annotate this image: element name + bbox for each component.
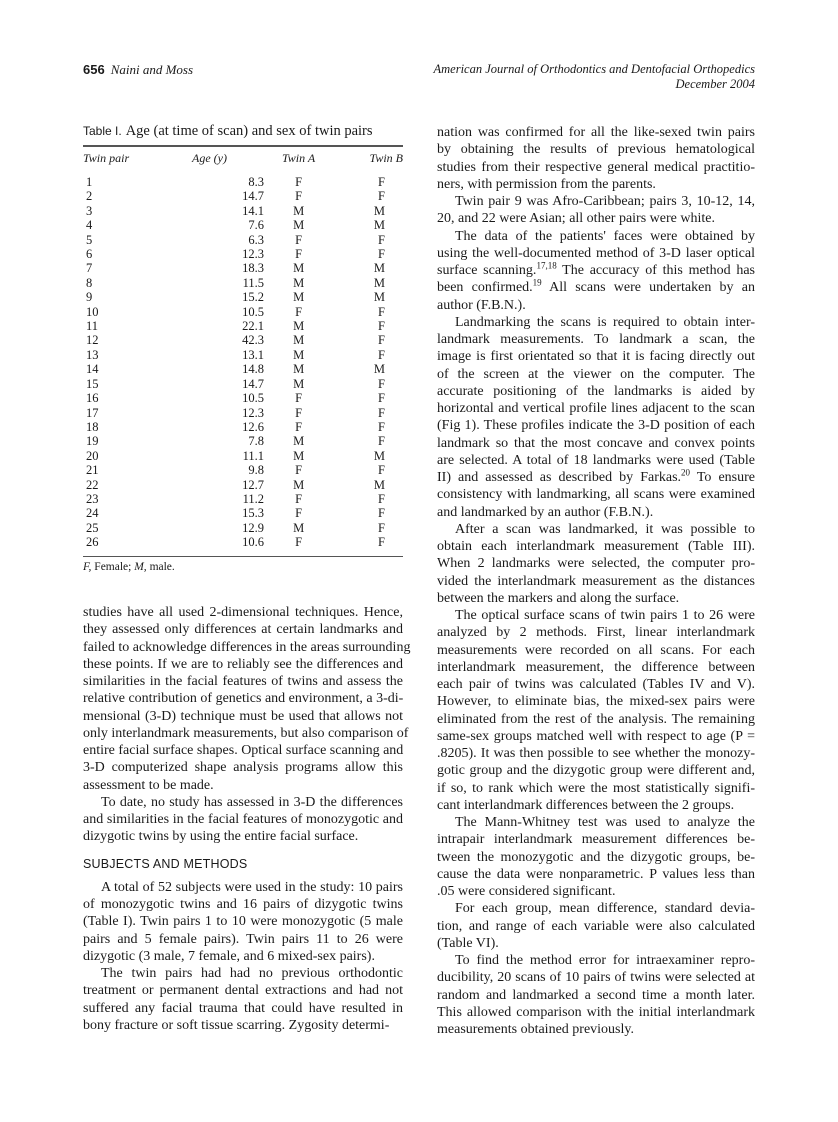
table-cell: F [295, 232, 303, 247]
table-cell: 24 [86, 506, 99, 521]
table-title: Age (at time of scan) and sex of twin pairs [125, 123, 373, 139]
table-cell: 7 [86, 261, 93, 276]
text-line: tion, and range of each variable were also calculated [437, 918, 755, 934]
table-cell: M [293, 203, 305, 218]
text-line: by obtaining the results of previous hematological [437, 142, 755, 158]
table-cell: F [378, 405, 385, 420]
text-line: of monozygotic twins and 16 pairs of dizygotic twins [83, 897, 403, 912]
paragraph [437, 814, 755, 900]
text-line: analyzed by 2 methods. First, linear interlandmark [437, 625, 755, 641]
table-cell: M [373, 275, 385, 290]
text-line: only interlandmark measurements, but also comparison of [83, 725, 409, 741]
table-cell: F [295, 405, 303, 420]
table-cell: M [293, 218, 305, 233]
text-line: The Mann-Whitney test was used to analyze the [455, 815, 755, 830]
table-cell: F [378, 333, 385, 348]
table-cell: 15.2 [242, 290, 264, 305]
table-row [83, 391, 403, 405]
table-cell: 6 [86, 247, 93, 262]
table-cell: F [378, 391, 385, 406]
table-cell: F [378, 319, 385, 334]
table-cell: F [378, 247, 385, 262]
text-line: random and landmarked a second time a month later. [437, 987, 755, 1003]
table-cell: 18.3 [242, 261, 264, 276]
text-line: Landmarking the scans is required to obtain inter- [455, 314, 755, 330]
text-line: and similarities in the facial features of monozygotic and [83, 812, 403, 827]
table-cell: M [373, 448, 385, 463]
twin-table [83, 147, 403, 550]
table-cell: F [378, 434, 385, 449]
table-cell: 12.6 [242, 419, 264, 434]
col-header: Age (y) [192, 151, 227, 165]
paragraph [437, 607, 755, 814]
table-cell: 8.3 [248, 175, 264, 189]
col-header: Twin A [282, 151, 316, 165]
text-line: However, to eliminate bias, the mixed-sex pairs were [437, 694, 755, 710]
running-header-left [83, 62, 193, 78]
text-line: Twin pair 9 was Afro-Caribbean; pairs 3, 10-12, 14, [455, 194, 755, 209]
table-row [83, 290, 403, 304]
table-cell: 14.7 [242, 376, 264, 391]
table-cell: 11.5 [242, 275, 264, 290]
table-cell: 4 [86, 218, 93, 233]
table-cell: 22 [86, 477, 99, 492]
paragraph [437, 228, 755, 314]
text-line: each pair of twins was calculated (Tables IV and V). [437, 677, 755, 692]
page-number: 656 [83, 62, 105, 77]
text-line: cant interlandmark differences between the 2 groups. [437, 797, 735, 813]
table-row [83, 189, 403, 203]
text-line: dizygotic (3 male, 7 female, and 6 mixed-sex pairs). [83, 948, 375, 964]
table-cell: M [373, 218, 385, 233]
footnote-text: Female; [91, 560, 135, 573]
table-cell: 12.9 [242, 520, 264, 535]
table-cell: 14.7 [242, 189, 264, 204]
table-row [83, 261, 403, 275]
table-cell: 1 [86, 175, 93, 189]
table-cell: 12.3 [242, 247, 264, 262]
table-cell: F [295, 491, 303, 506]
table-cell: M [293, 333, 305, 348]
text-line: ners, with permission from the parents. [437, 176, 656, 192]
table-cell: 26 [86, 535, 99, 550]
text-line: eliminated from the rest of the analysis. The remaining [437, 711, 755, 727]
text-line: To date, no study has assessed in 3-D the differences [101, 794, 403, 810]
table-row [83, 377, 403, 391]
table-row [83, 319, 403, 333]
text-line: bony fracture or soft tissue scarring. Zygosity determi- [83, 1017, 390, 1033]
col-header: Twin B [369, 151, 403, 165]
text-line: When 2 landmarks were selected, the computer pro- [437, 556, 755, 572]
table-cell: M [293, 362, 305, 377]
table-row [83, 506, 403, 520]
table-cell: 9.8 [248, 463, 264, 478]
text-line: (Table I). Twin pairs 1 to 10 were monozygotic (5 male [83, 914, 403, 930]
paragraph [83, 965, 403, 1034]
table-cell: 9 [86, 290, 93, 305]
text-line: between the markers and along the surface. [437, 590, 680, 606]
table-cell: F [295, 189, 303, 204]
table-row [83, 218, 403, 232]
table-cell: F [378, 376, 385, 391]
paragraph [437, 193, 755, 228]
text-line: pairs and 5 female pairs). Twin pairs 11 to 26 were [83, 931, 403, 947]
journal-name: American Journal of Orthodontics and Dentofacial Orthopedics [433, 62, 755, 76]
table-cell: M [293, 434, 305, 449]
text-line: measurements were recorded on all scans. For each [437, 642, 755, 658]
table-cell: 18 [86, 419, 99, 434]
table-cell: 15 [86, 376, 99, 391]
table-cell: F [378, 506, 385, 521]
table-row [83, 449, 403, 463]
paragraph [437, 952, 755, 1038]
text-line: mensional (3-D) technique must be used that allows not [83, 708, 403, 724]
table-cell: 5 [86, 232, 93, 247]
table-cell: F [295, 506, 303, 521]
table-cell: F [295, 175, 303, 189]
text-line: vided the interlandmark measurement as the distances [437, 573, 755, 589]
text-line: For each group, mean difference, standard devia- [455, 901, 755, 917]
text-line: suffered any facial trauma that could have resulted in [83, 1000, 403, 1016]
text-line: author (F.B.N.). [437, 297, 526, 313]
paragraph [437, 314, 755, 521]
table-cell: F [378, 419, 385, 434]
table-cell: 8 [86, 275, 93, 290]
table-1 [83, 123, 403, 573]
text-line: failed to acknowledge differences in the areas surrounding [83, 639, 411, 655]
table-cell: 10.5 [242, 391, 264, 406]
text-line: landmark so that the most concave and convex points [437, 435, 755, 451]
table-cell: 2 [86, 189, 93, 204]
table-row [83, 420, 403, 434]
table-row [83, 348, 403, 362]
table-cell: 3 [86, 203, 93, 218]
text-line: using the well-documented method of 3-D laser optical [437, 245, 755, 261]
table-header-row [83, 147, 403, 169]
text-line: been confirmed.$^{19}$ All scans were undertaken by an [437, 277, 755, 296]
text-line: To find the method error for intraexaminer repro- [455, 953, 755, 968]
footnote-text: male. [146, 560, 175, 573]
table-cell: 14.8 [242, 362, 264, 377]
table-cell: F [295, 247, 303, 262]
table-cell: F [295, 419, 303, 434]
table-cell: 11.1 [242, 448, 264, 463]
text-line: image is first orientated so that it is facing directly out [437, 349, 755, 365]
table-cell: 7.6 [248, 218, 264, 233]
text-line: similarities in the facial features of twins and assess the [83, 674, 403, 689]
table-row [83, 492, 403, 506]
text-line: assessment to be made. [83, 777, 214, 793]
text-line: (Table VI). [437, 935, 499, 951]
footnote-abbrev: M, [134, 560, 147, 573]
table-cell: 10.6 [242, 535, 264, 550]
table-cell: F [378, 304, 385, 319]
running-header-right [434, 62, 756, 92]
table-cell: F [295, 535, 303, 550]
table-cell: F [378, 463, 385, 478]
table-cell: 17 [86, 405, 99, 420]
text-line: consistency with landmarking, all scans were examined [437, 487, 755, 503]
table-cell: 15.3 [242, 506, 264, 521]
footnote-abbrev: F, [83, 560, 92, 573]
text-line: 3-D computerized shape analysis programs allow this [83, 760, 403, 776]
table-cell: F [378, 175, 385, 189]
table-cell: 16 [86, 391, 99, 406]
table-row [83, 362, 403, 376]
table-cell: M [373, 290, 385, 305]
table-cell: 10.5 [242, 304, 264, 319]
table-cell: F [378, 491, 385, 506]
table-cell: 21 [86, 463, 99, 478]
table-cell: F [295, 304, 303, 319]
table-cell: F [295, 391, 303, 406]
table-cell: F [378, 189, 385, 204]
text-line: these points. If we are to reliably see the differences and [83, 656, 403, 672]
table-cell: 19 [86, 434, 99, 449]
table-row [83, 406, 403, 420]
table-cell: 13 [86, 347, 99, 362]
text-line: intrapair interlandmark measurement differences be- [437, 832, 755, 848]
text-line: measurements obtained previously. [437, 1022, 634, 1037]
table-cell: M [373, 203, 385, 218]
author-names: Naini and Moss [110, 62, 194, 77]
table-cell: 11.2 [242, 491, 264, 506]
text-line: The data of the patients' faces were obtained by [455, 228, 755, 244]
table-bottom-rule [83, 556, 403, 557]
text-line: The twin pairs had had no previous orthodontic [101, 966, 403, 981]
table-row [83, 478, 403, 492]
table-cell: 42.3 [242, 333, 264, 348]
text-line: 20, and 22 were Asian; all other pairs were white. [437, 211, 715, 227]
table-cell: 12.3 [242, 405, 264, 420]
table-row [83, 463, 403, 477]
table-cell: 23 [86, 491, 99, 506]
table-cell: 22.1 [242, 319, 264, 334]
text-line: nation was confirmed for all the like-sexed twin pairs [437, 125, 755, 140]
table-row [83, 434, 403, 448]
table-cell: 12 [86, 333, 99, 348]
text-line: This allowed comparison with the initial interlandmark [437, 1004, 755, 1020]
table-label: Table I. [83, 124, 122, 138]
text-line: studies have all used 2-dimensional techniques. Hence, [83, 605, 403, 620]
table-row [83, 276, 403, 290]
text-line: treatment or permanent dental extractions and had not [83, 983, 403, 999]
text-line: .8205). It was then possible to see whether the monozy- [437, 746, 755, 761]
text-line: surface scanning.$^{17,18}$ The accuracy of this method has [437, 260, 755, 278]
table-cell: 12.7 [242, 477, 264, 492]
text-line: dizygotic twins by using the entire facial surface. [83, 829, 359, 845]
paragraph [83, 879, 403, 965]
table-cell: M [293, 275, 305, 290]
text-line: II) and assessed as described by Farkas.$^{20}$ To ensure [437, 467, 755, 485]
table-row [83, 204, 403, 218]
text-line: are selected. A total of 18 landmarks were used (Table [437, 452, 755, 468]
text-line: entire facial surface shapes. Optical surface scanning and [83, 743, 404, 758]
table-cell: 20 [86, 448, 99, 463]
text-line: relative contribution of genetics and environment, a 3-di- [83, 691, 404, 707]
text-line: The optical surface scans of twin pairs 1 to 26 were [455, 608, 755, 623]
table-cell: M [373, 362, 385, 377]
section-heading: SUBJECTS AND METHODS [83, 856, 248, 871]
paragraph [437, 124, 755, 193]
col-header: Twin pair [83, 151, 130, 165]
text-line: accurate positioning of the landmarks is aided by [437, 383, 755, 399]
table-cell: M [293, 376, 305, 391]
table-cell: F [378, 347, 385, 362]
table-cell: M [373, 261, 385, 276]
table-cell: M [373, 477, 385, 492]
table-row [83, 521, 403, 535]
text-line: same-sex groups matched well with respect to age (P = [437, 728, 755, 744]
table-cell: F [378, 232, 385, 247]
table-cell: M [293, 261, 305, 276]
paragraph [437, 900, 755, 952]
table-cell: F [295, 463, 303, 478]
paragraph [83, 604, 411, 794]
paragraph [83, 794, 403, 846]
text-line: landmark measurements. To landmark a scan, the [437, 332, 755, 347]
text-line: studies from their respective general medical practitio- [437, 159, 755, 175]
table-cell: 11 [86, 319, 99, 334]
table-cell: 10 [86, 304, 99, 319]
paragraph [437, 521, 755, 607]
text-line: interlandmark measurement, the difference between [437, 659, 755, 675]
text-line: and landmarked by an author (F.B.N.). [437, 504, 654, 520]
table-row [83, 169, 403, 189]
table-row [83, 333, 403, 347]
table-cell: M [293, 290, 305, 305]
text-line: A total of 52 subjects were used in the study: 10 pairs [101, 879, 403, 895]
text-line: obtain each interlandmark measurement (Table III). [437, 539, 755, 554]
table-caption [83, 123, 403, 140]
text-line: of the screen at the viewer on the computer. The [437, 366, 755, 382]
table-row [83, 233, 403, 247]
text-line: .05 were considered significant. [437, 884, 616, 899]
text-line: tween the monozygotic and the dizygotic groups, be- [437, 849, 755, 865]
table-footnote [83, 561, 403, 573]
table-row [83, 305, 403, 319]
text-line: cause the data were nonparametric. P values less than [437, 866, 755, 882]
text-line: horizontal and vertical profile lines adjacent to the scan [437, 401, 755, 416]
text-line: gotic group and the dizygotic group were different and, [437, 763, 755, 779]
table-cell: M [293, 448, 305, 463]
right-column-text [437, 124, 755, 1038]
table-row [83, 247, 403, 261]
table-cell: 13.1 [242, 347, 264, 362]
text-line: ducibility, 20 scans of 10 pairs of twins were selected at [437, 970, 755, 986]
table-cell: M [293, 520, 305, 535]
table-cell: M [293, 477, 305, 492]
table-cell: F [378, 520, 385, 535]
table-row [83, 535, 403, 549]
table-cell: F [378, 535, 385, 550]
text-line: they assessed only differences at certain landmarks and [83, 622, 403, 638]
table-cell: M [293, 347, 305, 362]
table-cell: 14.1 [242, 203, 264, 218]
table-cell: 14 [86, 362, 99, 377]
table-cell: 25 [86, 520, 99, 535]
left-column-text [83, 604, 411, 1034]
table-cell: 7.8 [248, 434, 264, 449]
table-cell: 6.3 [248, 232, 264, 247]
text-line: After a scan was landmarked, it was possible to [455, 521, 755, 537]
table-cell: M [293, 319, 305, 334]
issue-date: December 2004 [675, 77, 755, 91]
text-line: (Fig 1). These profiles indicate the 3-D position of each [437, 418, 755, 434]
text-line: if so, to rank which were the most statistically signifi- [437, 780, 755, 796]
